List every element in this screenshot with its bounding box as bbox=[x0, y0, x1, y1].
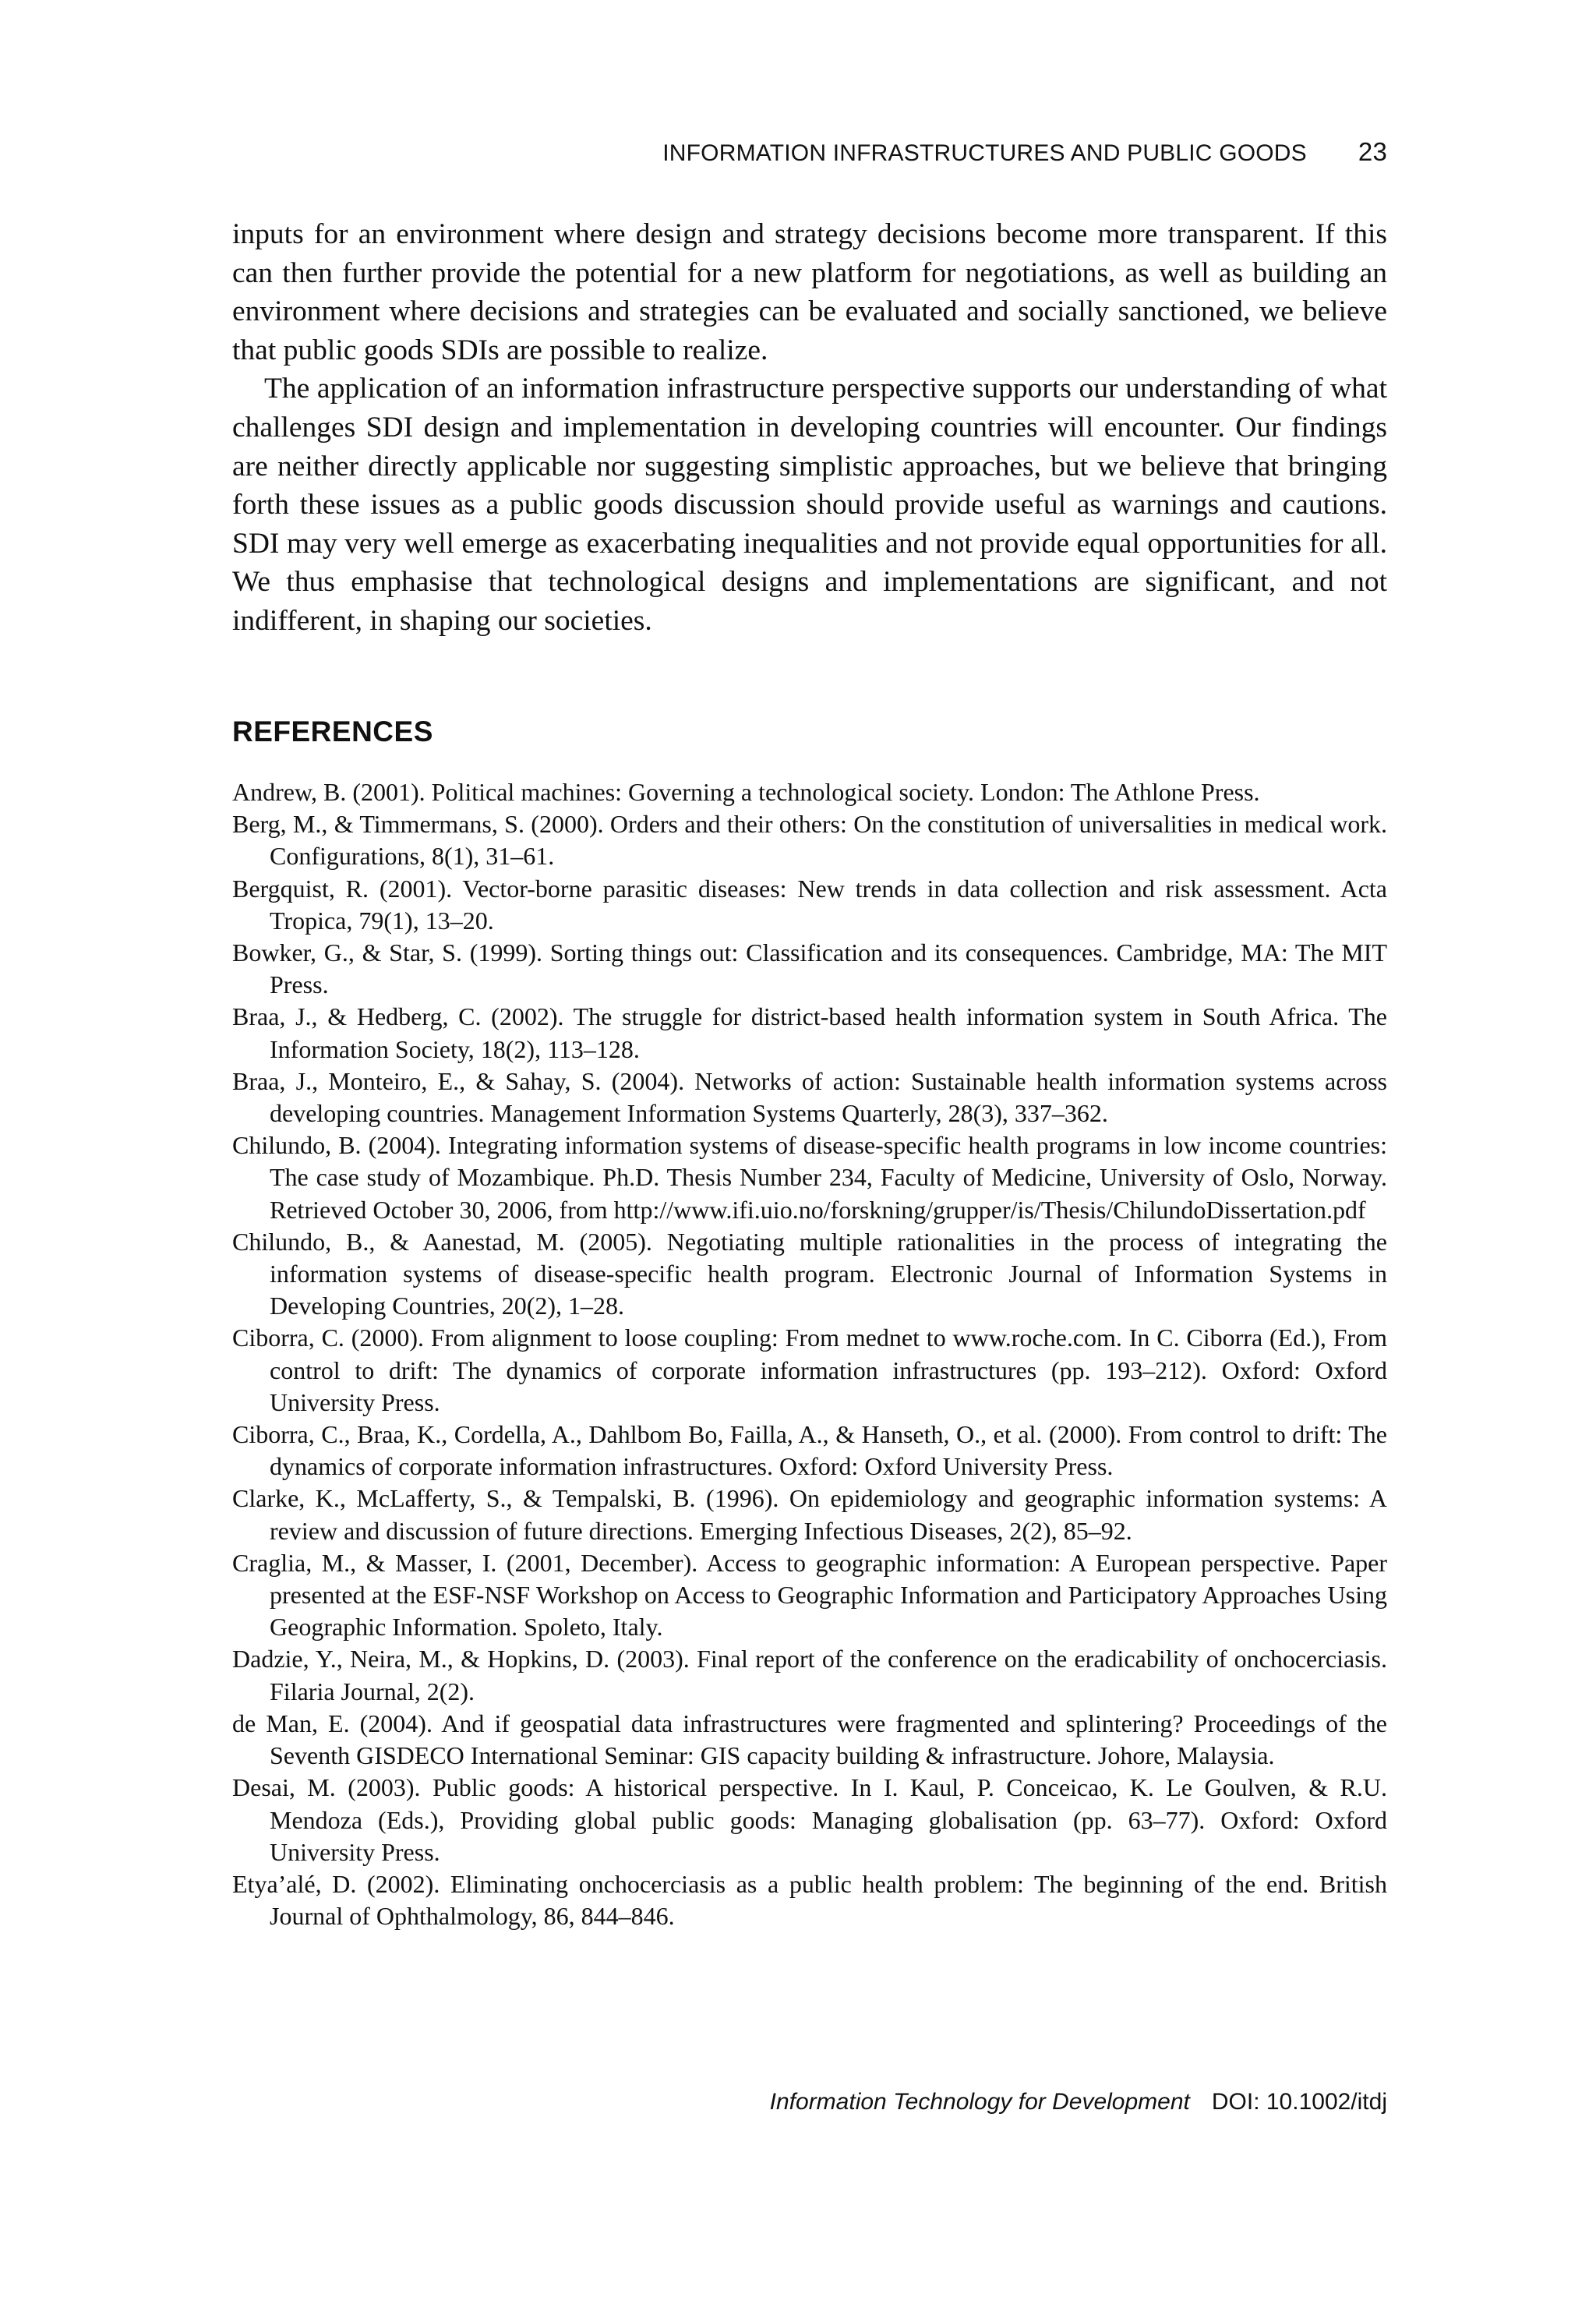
doi: DOI: 10.1002/itdj bbox=[1211, 2089, 1387, 2115]
reference-item: Craglia, M., & Masser, I. (2001, December). Access to geographic information: A European perspective. Paper presented at the ESF-NSF Workshop on Access to Geographic Information and Participatory Approaches Using Geographic Information. Spoleto, Italy. bbox=[232, 1548, 1387, 1642]
journal-name: Information Technology for Development bbox=[769, 2089, 1190, 2115]
reference-item: Chilundo, B. (2004). Integrating information systems of disease-specific health programs in low income countries: The case study of Mozambique. Ph.D. Thesis Number 234, Faculty of Medicine, University of Oslo, Norway. Retrieved October 30, 2006, from http://www.ifi.uio.no/forskning/grupper/is/Thesis/ChilundoDissertation.pdf bbox=[232, 1131, 1387, 1224]
reference-item: Etya’alé, D. (2002). Eliminating onchocerciasis as a public health problem: The beginning of the end. British Journal of Ophthalmology, 86, 844–846. bbox=[232, 1869, 1387, 1931]
reference-item: Braa, J., Monteiro, E., & Sahay, S. (2004). Networks of action: Sustainable health information systems across developing countries. Management Information Systems Quarterly, 28(3), 337–362. bbox=[232, 1066, 1387, 1128]
reference-item: Braa, J., & Hedberg, C. (2002). The struggle for district-based health information system in South Africa. The Information Society, 18(2), 113–128. bbox=[232, 1002, 1387, 1063]
page-number: 23 bbox=[1358, 137, 1387, 166]
reference-item: Chilundo, B., & Aanestad, M. (2005). Negotiating multiple rationalities in the process of integrating the information systems of disease-specific health program. Electronic Journal of Information Systems in Developing Countries, 20(2), 1–28. bbox=[232, 1227, 1387, 1320]
body-paragraph: The application of an information infrastructure perspective supports our understanding of what challenges SDI design and implementation in developing countries will encounter. Our findings are neither directly applicable nor suggesting simplistic approaches, but we believe that bringing forth these issues as a public goods discussion should provide useful as warnings and cautions. SDI may very well emerge as exacerbating inequalities and not provide equal opportunities for all. We thus emphasise that technological designs and implementations are significant, and not indifferent, in shaping our societies. bbox=[232, 373, 1387, 637]
page-footer bbox=[770, 2089, 1387, 2115]
reference-item: Bowker, G., & Star, S. (1999). Sorting things out: Classification and its consequences. Cambridge, MA: The MIT Press. bbox=[232, 938, 1387, 999]
reference-item: Desai, M. (2003). Public goods: A historical perspective. In I. Kaul, P. Conceicao, K. Le Goulven, & R.U. Mendoza (Eds.), Providing global public goods: Managing globalisation (pp. 63–77). Oxford: Oxford University Press. bbox=[232, 1773, 1387, 1866]
reference-item: Bergquist, R. (2001). Vector-borne parasitic diseases: New trends in data collection and risk assessment. Acta Tropica, 79(1), 13–20. bbox=[232, 874, 1387, 935]
reference-item: Andrew, B. (2001). Political machines: Governing a technological society. London: The Athlone Press. bbox=[232, 778, 1260, 806]
reference-item: Dadzie, Y., Neira, M., & Hopkins, D. (2003). Final report of the conference on the eradicability of onchocerciasis. Filaria Journal, 2(2). bbox=[232, 1645, 1387, 1705]
reference-item: Ciborra, C., Braa, K., Cordella, A., Dahlbom Bo, Failla, A., & Hanseth, O., et al. (2000). From control to drift: The dynamics of corporate information infrastructures. Oxford: Oxford University Press. bbox=[232, 1420, 1387, 1481]
reference-item: Berg, M., & Timmermans, S. (2000). Orders and their others: On the constitution of universalities in medical work. Configurations, 8(1), 31–61. bbox=[232, 810, 1387, 871]
references-heading: REFERENCES bbox=[232, 716, 433, 747]
reference-item: de Man, E. (2004). And if geospatial data infrastructures were fragmented and splintering? Proceedings of the Seventh GISDECO International Seminar: GIS capacity building & infrastructure. Johore, Malaysia. bbox=[232, 1709, 1387, 1770]
reference-item: Ciborra, C. (2000). From alignment to loose coupling: From mednet to www.roche.com. In C. Ciborra (Ed.), From control to drift: The dynamics of corporate information infrastructures (pp. 193–212). Oxford: Oxford University Press. bbox=[232, 1324, 1387, 1416]
running-title: INFORMATION INFRASTRUCTURES AND PUBLIC GOODS bbox=[662, 140, 1307, 166]
body-paragraph: inputs for an environment where design and strategy decisions become more transparent. If this can then further provide the potential for a new platform for negotiations, as well as building an environment where decisions and strategies can be evaluated and socially sanctioned, we believe that public goods SDIs are possible to realize. bbox=[232, 218, 1387, 366]
running-head bbox=[662, 137, 1387, 167]
reference-item: Clarke, K., McLafferty, S., & Tempalski, B. (1996). On epidemiology and geographic information systems: A review and discussion of future directions. Emerging Infectious Diseases, 2(2), 85–92. bbox=[232, 1484, 1387, 1545]
body-text bbox=[232, 215, 1387, 641]
references-list bbox=[232, 776, 1387, 1932]
